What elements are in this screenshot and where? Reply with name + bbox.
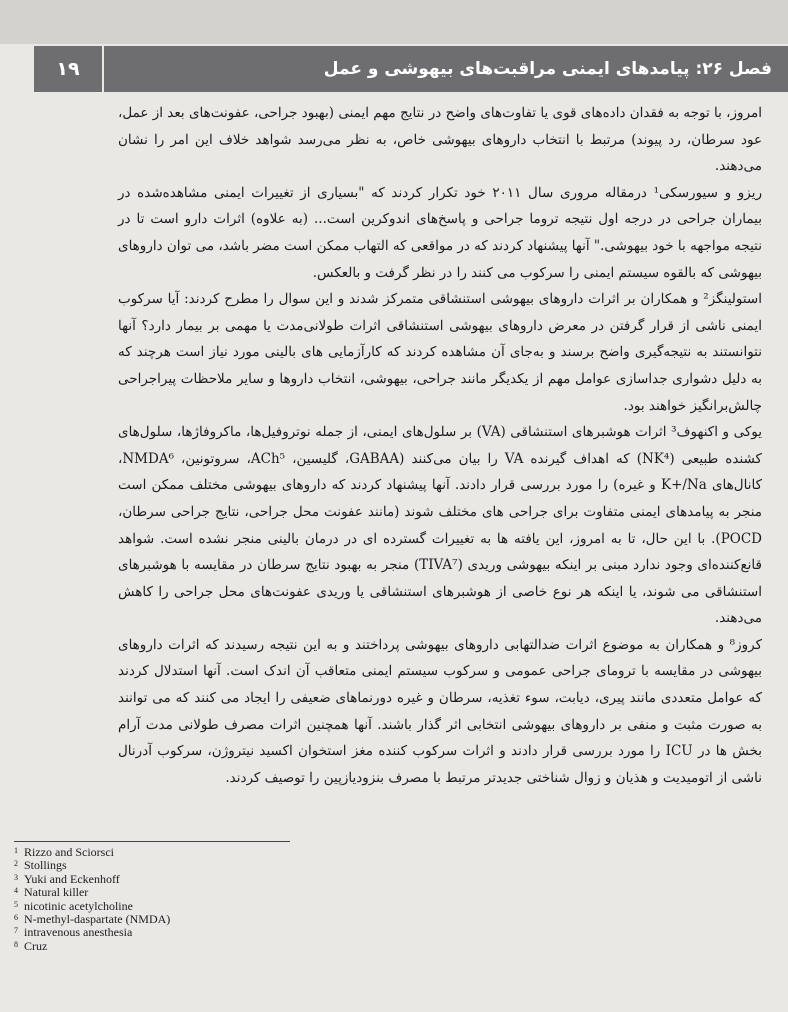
footnote-number: 3 [14,872,18,882]
footnote-item [14,859,414,872]
footnote-number: 2 [14,859,18,869]
footnote-text: intravenous anesthesia [24,925,133,940]
paragraph-5: کروز⁸ و همکاران به موضوع اثرات ضدالتهابی داروهای بیهوشی پرداختند و به این نتیجه رسیدند که اثرات داروهای بیهوشی در مقایسه با ترومای جراحی عمومی و سرکوب سیستم ایمنی متعاقب آن اندک است. آنها استدلال کردند که عوامل متعددی مانند پیری، دیابت، سوء تغذیه، سرطان و غیره دورنماهای ضعیفی را ایجاد می کنند که می توانند به صورت مثبت و منفی بر داروهای بیهوشی انتخابی اثر گذار باشند. آنها همچنین اثرات مصرف طولانی مدت آرام بخش ها در ICU را مورد بررسی قرار دادند و اثرات سرکوب کننده مغز استخوان اکسید نیتروژن، سرکوب آدرنال ناشی از اتومیدیت و هذیان و زوال شناختی جدیدتر مرتبط با مصرف بنزودیازپین را توصیف کردند. [118,636,762,786]
page-number: ۱۹ [34,46,102,92]
footnote-number: 5 [14,899,18,909]
footnote-item [14,913,414,926]
footnote-text: Yuki and Eckenhoff [24,871,120,886]
footnotes [14,846,414,953]
paragraph-3: استولینگز² و همکاران بر اثرات داروهای بیهوشی استنشاقی متمرکز شدند و این سوال را مطرح کردند: آیا سرکوب ایمنی ناشی از قرار گرفتن در معرض داروهای بیهوشی استنشاقی اثرات طولانی‌مدت یا مهمی بر بیمار دارد؟ آنها نتوانستند به نتیجه‌گیری واضح برسند و به‌جای آن مشاهده کردند که کارآزمایی های بالینی مورد نیاز است هرچند که به دلیل دشواری جداسازی عوامل مهم از یکدیگر مانند جراحی، بیهوشی، انتخاب داروها و سایر ملاحظات پیراجراحی چالش‌برانگیز خواهند بود. [118,291,762,414]
footnote-text: Rizzo and Sciorsci [24,845,114,859]
chapter-header [104,46,788,92]
footnote-item [14,846,414,859]
body-text [118,100,762,791]
footnote-text: nicotinic acetylcholine [24,898,133,913]
paragraph-4: یوکی و اکنهوف³ اثرات هوشبرهای استنشاقی (VA) بر سلول‌های ایمنی، از جمله نوتروفیل‌ها، ماکروفاژها، سلول‌های کشنده طبیعی (NK⁴) که اهداف گیرنده VA را بیان می‌کنند (GABAA، گلیسین، ACh⁵، سروتونین، NMDA⁶، کانال‌های K+/Na و غیره) را مورد بررسی قرار دادند. آنها پیشنهاد کردند که داروهای بیهوشی مختلف ممکن است منجر به پیامدهای ایمنی متفاوت برای جراحی های مختلف شوند (مانند عفونت محل جراحی، نتایج جراحی سرطان، POCD). با این حال، تا به امروز، این یافته ها به تغییرات گسترده ای در درمان بالینی منجر نشده است. شواهد قانع‌کننده‌ای وجود ندارد مبنی بر اینکه بیهوشی وریدی (TIVA⁷) منجر به بهبود نتایج سرطان در مقایسه با هوشبرهای استنشاقی می شوند، یا اینکه هر نوع خاصی از هوشبرهای استنشاقی یا وریدی عفونت‌های محل جراحی را کاهش می‌دهند. [118,424,762,627]
footnote-text: N-methyl-daspartate (NMDA) [24,912,171,927]
footnote-number: 6 [14,913,18,923]
footnote-number: 8 [14,939,18,949]
footnote-item [14,900,414,913]
footnote-item [14,926,414,939]
footnote-item [14,873,414,886]
footnote-text: Stollings [24,858,67,873]
footnote-divider [14,841,290,842]
footnote-item [14,886,414,899]
chapter-title: فصل ۲۶: پیامدهای ایمنی مراقبت‌های بیهوشی و عمل [323,59,772,79]
footnote-text: Natural killer [24,885,89,900]
footnote-item [14,940,414,953]
footnote-number: 1 [14,846,18,855]
footnote-number: 4 [14,886,18,896]
footnote-number: 7 [14,926,18,936]
footnote-text: Cruz [24,938,48,953]
top-band [0,0,788,44]
paragraph-2: ریزو و سیورسکی¹ درمقاله مروری سال ۲۰۱۱ خود تکرار کردند که "بسیاری از تغییرات ایمنی مشاهده‌شده در بیماران جراحی در درجه اول نتیجه تروما جراحی و پاسخ‌های اندوکرین است... (به علاوه) اثرات دارو است تا در نتیجه مواجهه با خود بیهوشی." آنها پیشنهاد کردند که در مواقعی که التهاب ممکن است مضر باشد، می توان داروهای بیهوشی که بالقوه سیستم ایمنی را سرکوب می کنند را در نظر گرفت و بالعکس. [118,184,762,281]
paragraph-1: امروز، با توجه به فقدان داده‌های قوی یا تفاوت‌های واضح در نتایج مهم ایمنی (بهبود جراحی، عفونت‌های بعد از عمل، عود سرطان، رد پیوند) مرتبط با انتخاب داروهای بیهوشی خاص، به نظر می‌رسد شواهد خلاف این امر را نشان می‌دهند. [118,105,762,175]
